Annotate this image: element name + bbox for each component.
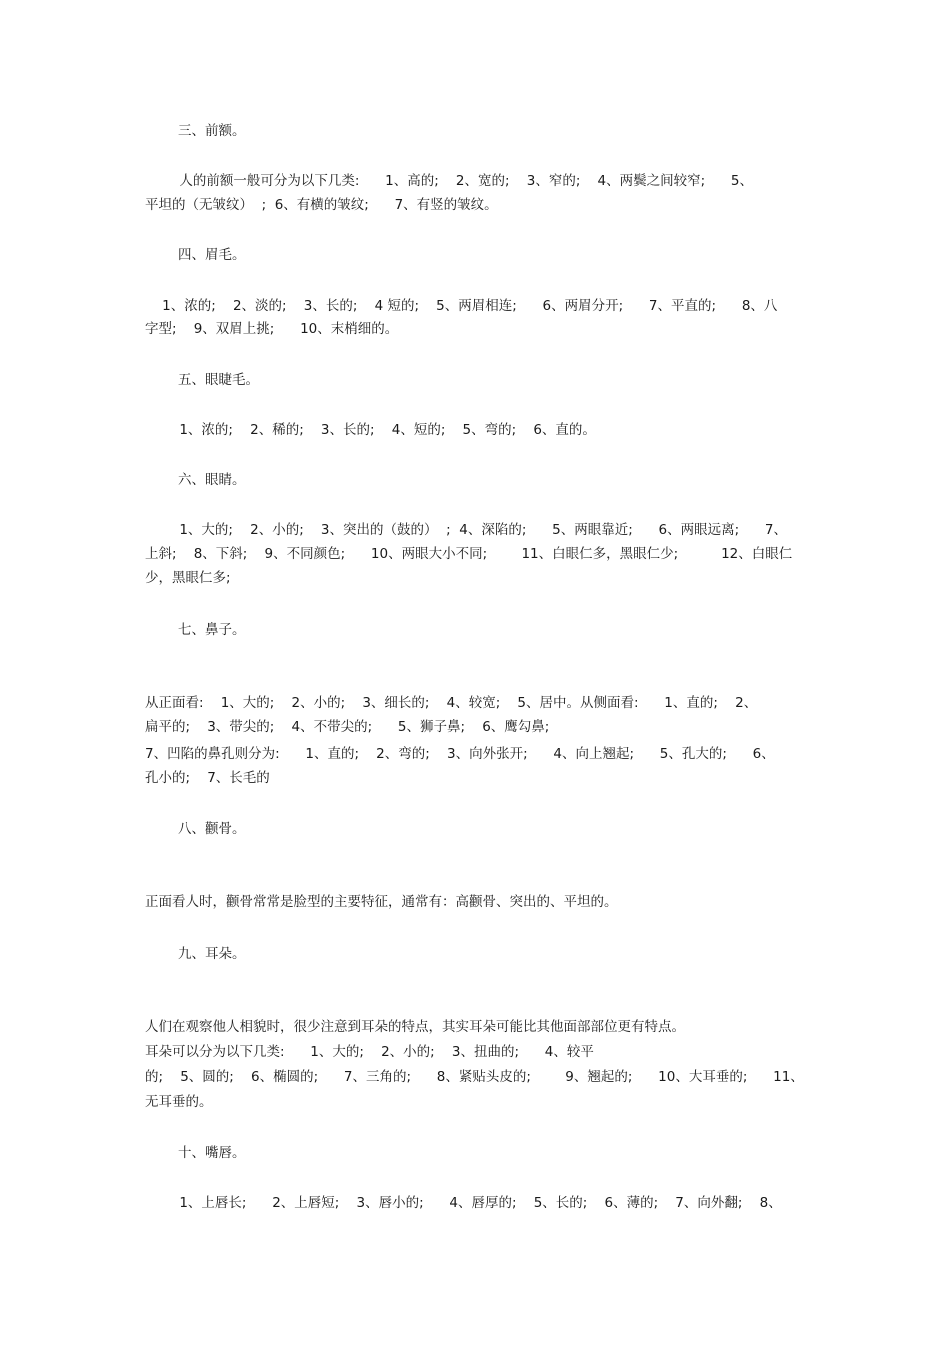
section-heading-eyelashes: 五、眼睫毛。	[178, 372, 259, 388]
paragraph-line: 从正面看: 1、大的; 2、小的; 3、细长的; 4、较宽; 5、居中。从侧面看: 1、直的; 2、	[145, 695, 758, 711]
paragraph-line: 孔小的; 7、长毛的	[145, 770, 270, 786]
section-heading-cheekbones: 八、颧骨。	[178, 821, 246, 837]
section-heading-eyes: 六、眼睛。	[178, 472, 246, 488]
paragraph-line: 字型; 9、双眉上挑; 10、末梢细的。	[145, 321, 399, 337]
section-heading-eyebrows: 四、眉毛。	[178, 247, 246, 263]
paragraph-line: 平坦的（无皱纹） ; 6、有横的皱纹; 7、有竖的皱纹。	[145, 197, 498, 213]
paragraph-line: 1、上唇长; 2、上唇短; 3、唇小的; 4、唇厚的; 5、长的; 6、薄的; 7、向外翻; 8、	[145, 1195, 782, 1211]
paragraph-line: 正面看人时，颧骨常常是脸型的主要特征，通常有：高颧骨、突出的、平坦的。	[145, 894, 618, 910]
paragraph-line: 扁平的; 3、带尖的; 4、不带尖的; 5、狮子鼻; 6、鹰勾鼻;	[145, 719, 550, 735]
paragraph-line: 少，黑眼仁多;	[145, 570, 231, 586]
paragraph-line: 1、浓的; 2、淡的; 3、长的; 4 短的; 5、两眉相连; 6、两眉分开; 7、平直的; 8、八	[145, 298, 778, 314]
paragraph-line: 人的前额一般可分为以下几类: 1、高的; 2、宽的; 3、窄的; 4、两鬓之间较窄; 5、	[145, 173, 754, 189]
paragraph-line: 上斜; 8、下斜; 9、不同颜色; 10、两眼大小不同; 11、白眼仁多，黑眼仁少; 12、白眼仁	[145, 546, 793, 562]
paragraph-line: 1、大的; 2、小的; 3、突出的（鼓的） ; 4、深陷的; 5、两眼靠近; 6、两眼远离; 7、	[145, 522, 787, 538]
paragraph-line: 无耳垂的。	[145, 1094, 213, 1110]
paragraph-line: 耳朵可以分为以下几类: 1、大的; 2、小的; 3、扭曲的; 4、较平	[145, 1044, 594, 1060]
paragraph-line: 7、凹陷的鼻孔则分为: 1、直的; 2、弯的; 3、向外张开; 4、向上翘起; 5、孔大的; 6、	[145, 746, 775, 762]
paragraph-line: 1、浓的; 2、稀的; 3、长的; 4、短的; 5、弯的; 6、直的。	[145, 422, 596, 438]
section-heading-lips: 十、嘴唇。	[178, 1145, 246, 1161]
paragraph-line: 人们在观察他人相貌时，很少注意到耳朵的特点，其实耳朵可能比其他面部部位更有特点。	[145, 1019, 685, 1035]
section-heading-ears: 九、耳朵。	[178, 946, 246, 962]
section-heading-forehead: 三、前额。	[178, 123, 246, 139]
paragraph-line: 的; 5、圆的; 6、椭圆的; 7、三角的; 8、紧贴头皮的; 9、翘起的; 10、大耳垂的; 11、	[145, 1069, 804, 1085]
section-heading-nose: 七、鼻子。	[178, 622, 246, 638]
